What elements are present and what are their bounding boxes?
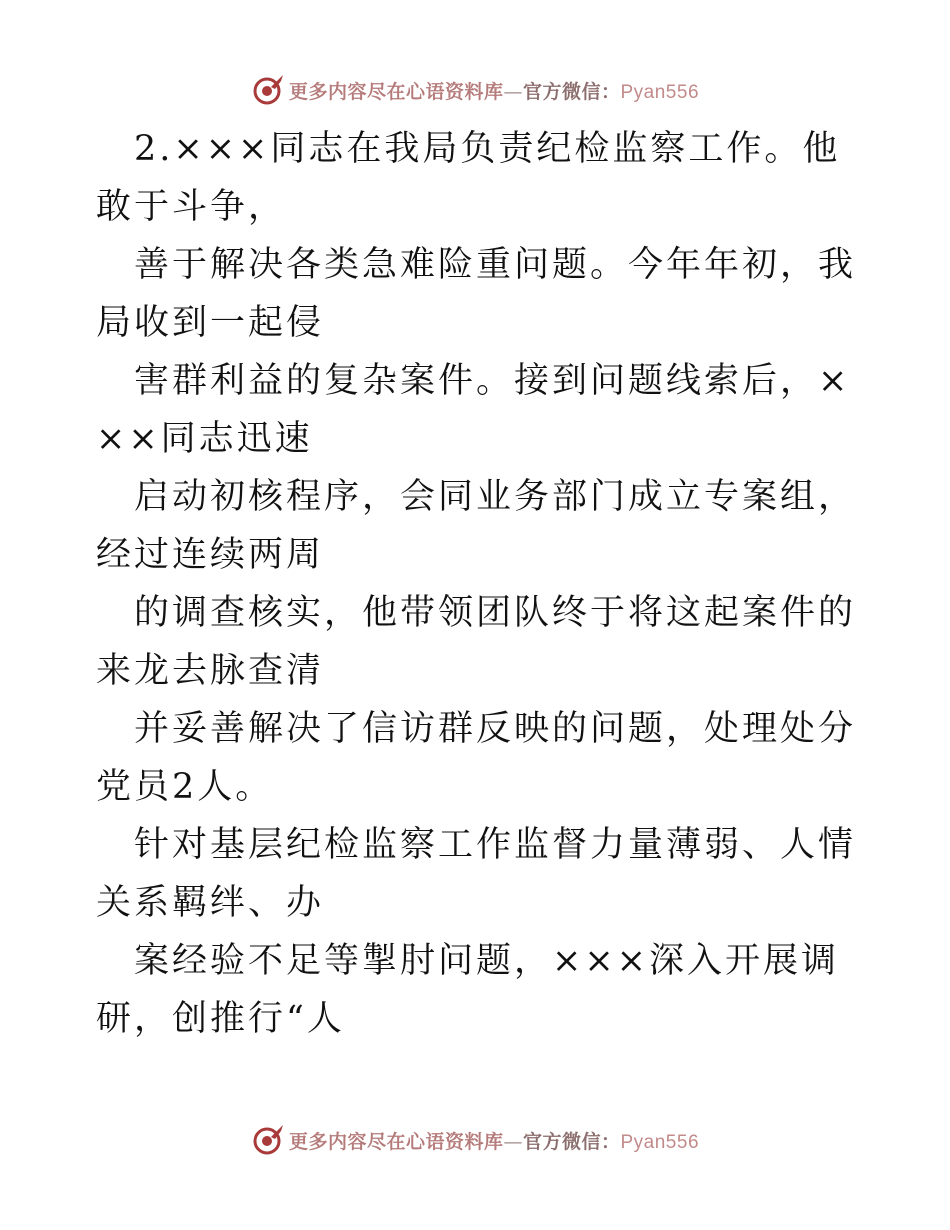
footer-banner-wechat-id: Pyan556 [620, 1131, 700, 1153]
header-banner [0, 70, 950, 110]
footer-banner-text [289, 1127, 699, 1154]
footer-banner [0, 1120, 950, 1160]
banner-separator: — [503, 80, 523, 103]
text-line-4: 启动初核程序，会同业务部门成立专案组，经过连续两周 [96, 477, 857, 575]
banner-wechat-label: 官方微信： [522, 80, 621, 103]
banner-main-text: 更多内容尽在心语资料库 [288, 80, 504, 103]
text-line-2: 善于解决各类急难险重问题。今年年初，我局收到一起侵 [96, 245, 857, 343]
text-line-7: 针对基层纪检监察工作监督力量薄弱、人情关系羁绊、办 [96, 825, 857, 923]
text-line-1: 2.×××同志在我局负责纪检监察工作。他敢于斗争， [96, 129, 841, 227]
footer-banner-separator: — [503, 1130, 523, 1153]
banner-text [289, 77, 699, 104]
text-line-6: 并妥善解决了信访群反映的问题，处理处分党员2人。 [96, 709, 857, 807]
quill-pen-logo-icon [251, 1123, 285, 1157]
document-body [96, 120, 856, 1048]
quill-pen-logo-icon [251, 73, 285, 107]
text-line-8: 案经验不足等掣肘问题，×××深入开展调研，创推行“人 [96, 941, 839, 1039]
footer-banner-main-text: 更多内容尽在心语资料库 [288, 1130, 504, 1153]
text-line-3: 害群利益的复杂案件。接到问题线索后，×××同志迅速 [96, 361, 851, 459]
banner-wechat-id: Pyan556 [620, 81, 700, 103]
footer-banner-wechat-label: 官方微信： [522, 1130, 621, 1153]
text-line-5: 的调查核实，他带领团队终于将这起案件的来龙去脉查清 [96, 593, 857, 691]
